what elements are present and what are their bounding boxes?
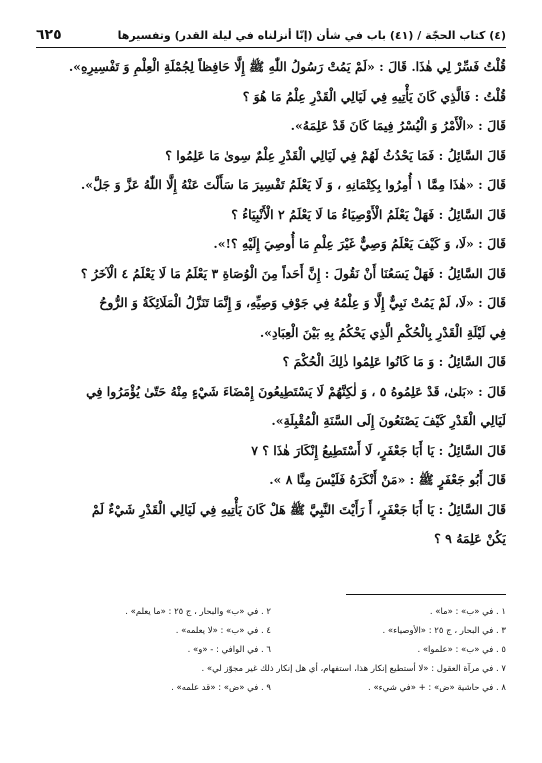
text-line: قُلْتُ فَسِّرْ لِي هٰذَا. قَالَ : «لَمْ يَمُتْ رَسُولُ اللّٰهِ ﷺ إِلَّا حَافِظاً لِجُمْلَةِ الْعِلْمِ وَ تَفْسِيرِهِ». [68, 59, 506, 74]
footnote: ٣ . في البحار ، ج ٢٥ : «الأوصياء» . [382, 626, 506, 636]
footnote: ٨ . في حاشية «ض» : + «في شيء» . [368, 683, 506, 693]
text-line: قَالَ : «بَلىٰ، قَدْ عَلِمُوهُ ٥ ، وَ لٰكِنَّهُمْ لَا يَسْتَطِيعُونَ إِمْضَاءَ شَيْءٍ مِنْهُ حَتّىٰ يُؤْمَرُوا فِي [86, 383, 506, 399]
text-line: قَالَ : «الْأَمْرُ وَ الْيُسْرُ فِيمَا كَانَ قَدْ عَلِمَهُ». [290, 118, 506, 133]
text-line: قَالَ السَّائِلُ : وَ مَا كَانُوا عَلِمُوا ذٰلِكَ الْحُكْمَ ؟ [282, 354, 506, 369]
text-line: قَالَ السَّائِلُ : يَا أَبَا جَعْفَرٍ، أَ رَأَيْتَ النَّبِيَّ ﷺ هَلْ كَانَ يَأْتِيهِ فِي لَيَالِي الْقَدْرِ شَيْءٌ لَمْ [91, 501, 506, 517]
running-title: (٤) كتاب الحجّة / (٤١) باب في شأن (إنّا أنزلناه في ليلة القدر) وتفسيرها [117, 28, 506, 42]
text-line: قُلْتُ : فَالَّذِي كَانَ يَأْتِيهِ فِي لَيَالِي الْقَدْرِ عِلْمُ مَا هُوَ ؟ [242, 88, 506, 104]
text-line: قَالَ السَّائِلُ : فَمَا يَحْدُثُ لَهُمْ فِي لَيَالِي الْقَدْرِ عِلْمٌ سِوىٰ مَا عَلِمُوا ؟ [165, 147, 506, 163]
text-line: لَيَالِي الْقَدْرِ كَيْفَ يَصْنَعُونَ إِلَى السَّنَةِ الْمُقْبِلَةِ». [271, 413, 506, 428]
footnote-row [36, 679, 506, 698]
text-line: قَالَ : «هٰذَا مِمَّا ١ أُمِرُوا بِكِتْمَانِهِ ، وَ لَا يَعْلَمُ تَفْسِيرَ مَا سَأَلْتَ عَنْهُ إِلَّا اللّٰهُ عَزَّ وَ جَلَّ». [80, 177, 506, 192]
text-line: قَالَ : «لَا، وَ كَيْفَ يَعْلَمُ وَصِيٌّ غَيْرَ عِلْمِ مَا أُوصِيَ إِلَيْهِ ؟!». [213, 236, 506, 251]
header-rule [36, 47, 506, 48]
page-header [36, 24, 506, 46]
text-line: قَالَ السَّائِلُ : فَهَلْ يَسَعُنَا أَنْ نَقُولَ : إِنَّ أَحَداً مِنَ الْوُصَاةِ ٣ يَعْلَمُ مَا لَا يَعْلَمُ ٤ الْآخَرُ ؟ [80, 265, 506, 281]
text-line: قَالَ أَبُو جَعْفَرٍ ﷺ : «مَنْ أَنْكَرَهُ فَلَيْسَ مِنَّا ٨ ». [269, 472, 506, 487]
footnote-row [36, 641, 506, 660]
footnote-row [36, 660, 506, 679]
footnote-separator [346, 594, 506, 595]
footnote-row [36, 603, 506, 622]
footnote-row [36, 622, 506, 641]
text-line: يَكُنْ عَلِمَهُ ٩ ؟ [434, 531, 506, 546]
text-line: فِي لَيْلَةِ الْقَدْرِ بِالْحُكْمِ الَّذِي يَحْكُمُ بِهِ بَيْنَ الْعِبَادِ». [259, 324, 506, 340]
text-line: قَالَ السَّائِلُ : يَا أَبَا جَعْفَرٍ، لَا أَسْتَطِيعُ إِنْكَارَ هٰذَا ؟ ٧ [251, 442, 506, 458]
footnote: ٦ . في الوافي : - «و» . [187, 645, 271, 655]
footnote: ١ . في «ب» : «ما» . [429, 607, 506, 617]
text-line: قَالَ السَّائِلُ : فَهَلْ يَعْلَمُ الْأَوْصِيَاءُ مَا لَا يَعْلَمُ ٢ الْأَنْبِيَاءُ ؟ [231, 206, 506, 222]
footnotes [36, 603, 506, 698]
footnote: ٥ . في «ب» : «علموا» . [417, 645, 506, 655]
footnote: ٤ . في «ب» : «لا يعلمه» . [175, 626, 271, 636]
text-line: قَالَ : «لَا، لَمْ يَمُتْ نَبِيٌّ إِلَّا وَ عِلْمُهُ فِي جَوْفِ وَصِيِّهِ، وَ إِنَّمَا تَنَزَّلُ الْمَلَائِكَةُ وَ الرُّوحُ [99, 295, 506, 310]
page-number: ٦٢٥ [36, 27, 62, 43]
footnote: ٧ . في مرآة العقول : «لا أستطيع إنكار هذا، استفهام، أي هل إنكار ذلك غير مجوّز لي» . [201, 664, 506, 674]
footnote: ٢ . في «ب» والبحار ، ج ٢٥ : «ما يعلم» . [125, 607, 271, 617]
footnote: ٩ . في «ض» : «قد علمه» . [171, 683, 271, 693]
hadith-text [36, 52, 506, 554]
